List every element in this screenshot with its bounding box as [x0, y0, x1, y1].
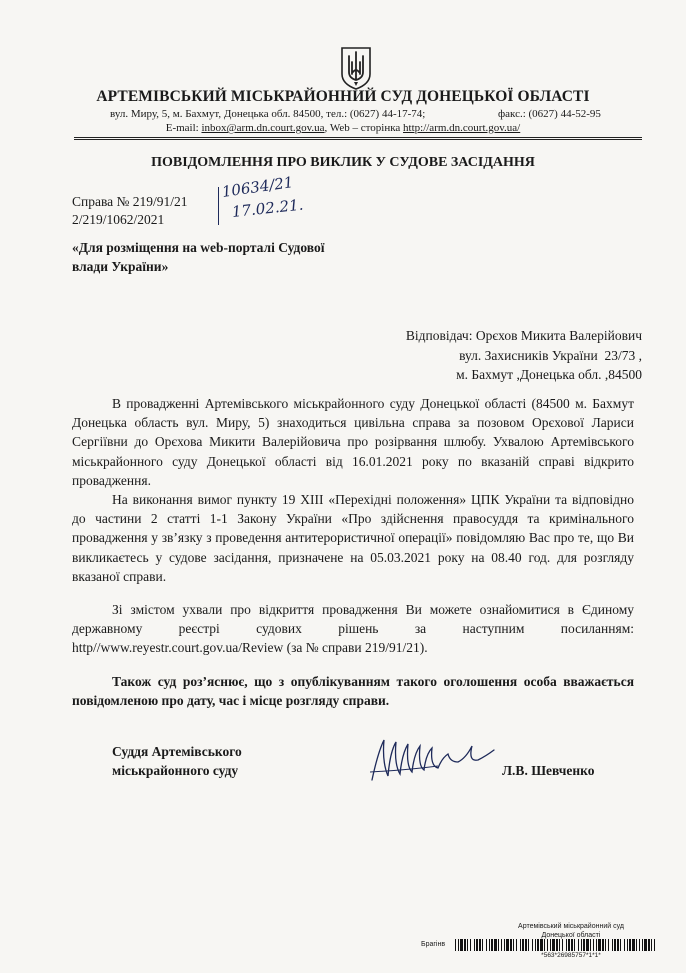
notice-body	[72, 394, 634, 710]
barcode-number: *563*26985757*1*1*	[541, 952, 601, 959]
email-link[interactable]: inbox@arm.dn.court.gov.ua	[201, 122, 325, 134]
handwritten-registration: 10634/21	[220, 173, 295, 201]
court-contacts	[0, 122, 686, 134]
stamp-region: Донецької області	[541, 932, 601, 939]
body-paragraph-summons: На виконання вимог пункту 19 XIII «Перехідні положення» ЦПК України та відповідно до частини 2 статті 1-1 Закону України «Про здійснення правосуддя та кримінального провадження у зв’язку з проведення антитерористичної операції» повідомляю Вас про те, що Ви викликаєтесь у судове засідання, призначене на 05.03.2021 року на 08.40 год. для розгляду вказаної справи.	[72, 492, 634, 584]
case-number: Справа № 219/91/21	[72, 194, 188, 209]
notice-title: ПОВІДОМЛЕННЯ ПРО ВИКЛИК У СУДОВЕ ЗАСІДАННЯ	[151, 155, 535, 170]
web-link[interactable]: http://arm.dn.court.gov.ua/	[403, 122, 521, 134]
barcode-icon	[455, 939, 655, 951]
signer-name: Л.В. Шевченко	[502, 763, 595, 778]
coat-of-arms-icon	[340, 46, 372, 90]
case-numbers	[72, 193, 188, 229]
header-divider-second	[74, 139, 642, 140]
email-label: E-mail:	[165, 122, 202, 134]
handwritten-signature	[368, 732, 498, 784]
signer-position-line1: Суддя Артемівського	[112, 744, 242, 759]
court-fax: факс.: (0627) 44-52-95	[498, 108, 601, 120]
court-name: АРТЕМІВСЬКИЙ МІСЬКРАЙОННИЙ СУД ДОНЕЦЬКОЇ ОБЛАСТІ	[96, 88, 590, 105]
respondent-name: Відповідач: Орєхов Микита Валерійович	[405, 328, 642, 343]
web-label: , Web – сторінка	[324, 122, 404, 134]
handwritten-date: 17.02.21.	[231, 195, 305, 221]
placement-note: «Для розміщення на web-порталі Судової влади України»	[72, 240, 325, 274]
stamp-court-name: Артемівський міськрайонний суд	[518, 923, 624, 930]
body-paragraph-clarification: Також суд роз’яснює, що з опублікуванням такого оголошення особа вважається повідомленою про дату, час і місце розгляду справи.	[72, 673, 634, 708]
court-address: вул. Миру, 5, м. Бахмут, Донецька обл. 84500, тел.: (0627) 44-17-74;	[110, 108, 426, 120]
body-paragraph-proceeding: В провадженні Артемівського міськрайонного суду Донецької області (84500 м. Бахмут Донецька область вул. Миру, 5) знаходиться цивільна справа за позовом Орєхової Лариси Сергіївни до Орєхова Микити Валерійовича про розірвання шлюбу. Ухвалою Артемівського міськрайонного суду Донецької області від 16.01.2021 року по вказаній справі відкрито провадження.	[72, 396, 634, 488]
proceeding-number: 2/219/1062/2021	[72, 212, 165, 227]
barcode-label: Брагінв	[421, 941, 446, 948]
signer-position	[112, 742, 242, 780]
respondent-street: вул. Захисників України 23/73 ,	[459, 347, 642, 363]
respondent-city: м. Бахмут ,Донецька обл. ,84500	[456, 367, 642, 382]
signer-position-line2: міськрайонного суду	[112, 763, 239, 778]
registry-stamp	[486, 922, 656, 940]
header-divider	[74, 137, 642, 138]
body-paragraph-registry: Зі змістом ухвали про відкриття провадження Ви можете ознайомитися в Єдиному державному реєстрі судових рішень за наступним посиланням: http//www.reyestr.court.gov.ua/Review (за № справи 219/91/21).	[72, 602, 634, 656]
respondent-block	[406, 326, 642, 385]
